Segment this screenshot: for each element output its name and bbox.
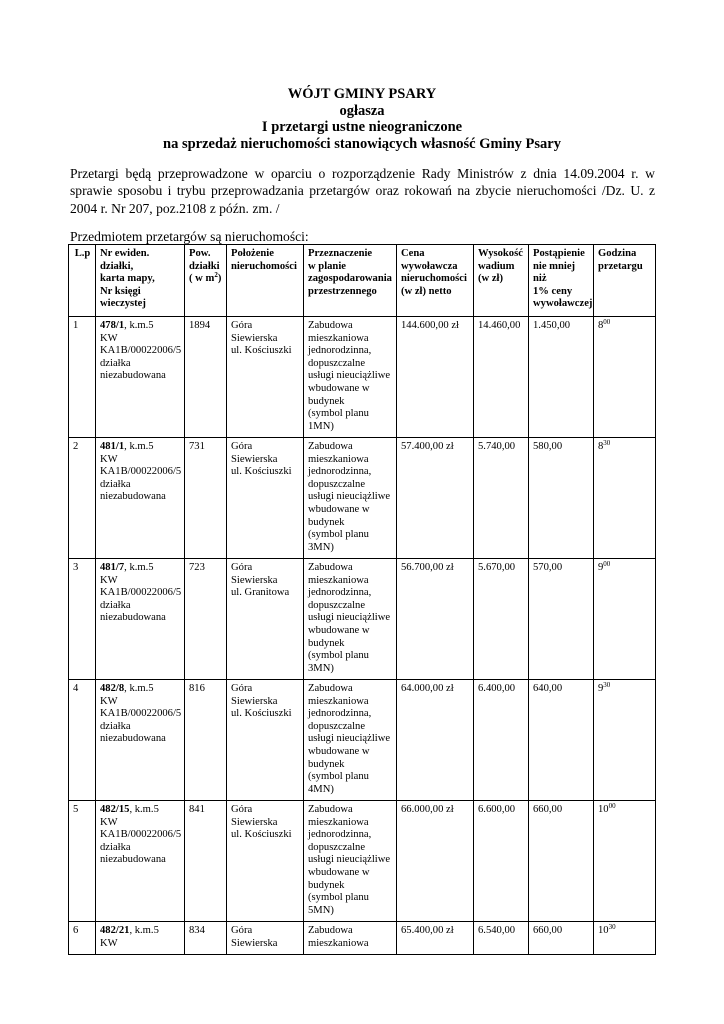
plot-details: , k.m.5 KW KA1B/00022006/5 działka niezabudowana	[100, 804, 182, 866]
time-hour: 8	[598, 320, 604, 331]
cell-deposit: 6.400,00	[474, 680, 529, 801]
header-area-sup: 2	[214, 271, 218, 280]
cell-time	[594, 801, 656, 922]
cell-time	[594, 559, 656, 680]
cell-lp: 4	[69, 680, 96, 801]
time-minute: 30	[603, 439, 611, 447]
cell-area: 1894	[185, 317, 227, 438]
table-header-row	[69, 245, 656, 317]
cell-deposit: 6.540,00	[474, 922, 529, 955]
cell-deposit: 5.670,00	[474, 559, 529, 680]
cell-time	[594, 438, 656, 559]
table-row	[69, 680, 656, 801]
cell-location: Góra Siewierska ul. Granitowa	[227, 559, 304, 680]
heading-line-authority: WÓJT GMINY PSARY	[287, 86, 437, 102]
table-row	[69, 922, 656, 955]
header-time: Godzina przetargu	[594, 245, 656, 317]
time-hour: 9	[598, 562, 604, 573]
cell-area: 841	[185, 801, 227, 922]
time-hour: 8	[598, 441, 604, 452]
plot-details: , k.m.5 KW	[100, 925, 159, 949]
heading-line-announces: ogłasza	[339, 102, 385, 119]
table-row	[69, 438, 656, 559]
cell-time	[594, 317, 656, 438]
heading-line-subject: na sprzedaż nieruchomości stanowiących własność Gminy Psary	[163, 135, 561, 152]
table-row	[69, 559, 656, 680]
plot-number: 481/7	[100, 562, 125, 573]
header-increment: Postąpienie nie mniej niż 1% ceny wywoławczej	[529, 245, 594, 317]
header-deposit: Wysokość wadium (w zł)	[474, 245, 529, 317]
cell-location: Góra Siewierska ul. Kościuszki	[227, 317, 304, 438]
cell-increment: 1.450,00	[529, 317, 594, 438]
announcement-heading	[0, 86, 724, 152]
time-hour: 10	[598, 804, 609, 815]
time-minute: 00	[603, 560, 611, 568]
header-lp: L.p	[69, 245, 96, 317]
header-plot-number: Nr ewiden. działki, karta mapy, Nr księgi wieczystej	[96, 245, 185, 317]
time-minute: 30	[603, 681, 611, 689]
header-price: Cena wywoławcza nieruchomości (w zł) netto	[397, 245, 474, 317]
cell-increment: 660,00	[529, 922, 594, 955]
cell-price: 65.400,00 zł	[397, 922, 474, 955]
cell-lp: 1	[69, 317, 96, 438]
time-minute: 00	[603, 318, 611, 326]
subject-line: Przedmiotem przetargów są nieruchomości:	[70, 229, 309, 244]
cell-zoning: Zabudowa mieszkaniowa jednorodzinna, dopuszczalne usługi nieuciążliwe wbudowane w budynek (symbol planu 4MN)	[304, 680, 397, 801]
cell-area: 723	[185, 559, 227, 680]
cell-zoning: Zabudowa mieszkaniowa jednorodzinna, dopuszczalne usługi nieuciążliwe wbudowane w budynek (symbol planu 1MN)	[304, 317, 397, 438]
table-row	[69, 801, 656, 922]
plot-number: 482/8	[100, 683, 125, 694]
cell-plot-number	[96, 680, 185, 801]
cell-time	[594, 922, 656, 955]
cell-area: 731	[185, 438, 227, 559]
cell-deposit: 5.740,00	[474, 438, 529, 559]
cell-location: Góra Siewierska ul. Kościuszki	[227, 801, 304, 922]
heading-line-tender-type: I przetargi ustne nieograniczone	[261, 119, 463, 135]
cell-increment: 640,00	[529, 680, 594, 801]
cell-price: 66.000,00 zł	[397, 801, 474, 922]
time-minute: 30	[608, 923, 616, 931]
cell-plot-number	[96, 801, 185, 922]
header-area-end: )	[217, 273, 222, 285]
property-table	[68, 244, 656, 955]
cell-deposit: 6.600,00	[474, 801, 529, 922]
cell-price: 57.400,00 zł	[397, 438, 474, 559]
cell-price: 64.000,00 zł	[397, 680, 474, 801]
cell-price: 56.700,00 zł	[397, 559, 474, 680]
cell-zoning: Zabudowa mieszkaniowa	[304, 922, 397, 955]
plot-number: 478/1	[100, 320, 125, 331]
plot-details: , k.m.5 KW KA1B/00022006/5 działka niezabudowana	[100, 441, 182, 503]
header-area-label: Pow. działki ( w m	[189, 248, 220, 285]
cell-lp: 3	[69, 559, 96, 680]
header-location: Położenie nieruchomości	[227, 245, 304, 317]
header-zoning: Przeznaczenie w planie zagospodarowania przestrzennego	[304, 245, 397, 317]
cell-area: 834	[185, 922, 227, 955]
cell-lp: 5	[69, 801, 96, 922]
cell-zoning: Zabudowa mieszkaniowa jednorodzinna, dopuszczalne usługi nieuciążliwe wbudowane w budynek (symbol planu 5MN)	[304, 801, 397, 922]
cell-plot-number	[96, 317, 185, 438]
table-row	[69, 317, 656, 438]
cell-price: 144.600,00 zł	[397, 317, 474, 438]
legal-basis-paragraph: Przetargi będą przeprowadzone w oparciu o rozporządzenie Rady Ministrów z dnia 14.09.2004 r. w sprawie sposobu i trybu przeprowadzania przetargów oraz rokowań na zbycie nieruchomości /Dz. U. z 2004 r. Nr 207, poz.2108 z późn. zm. /	[70, 166, 655, 216]
time-minute: 00	[608, 802, 616, 810]
cell-increment: 660,00	[529, 801, 594, 922]
cell-deposit: 14.460,00	[474, 317, 529, 438]
cell-increment: 580,00	[529, 438, 594, 559]
plot-details: , k.m.5 KW KA1B/00022006/5 działka niezabudowana	[100, 683, 182, 745]
time-hour: 10	[598, 925, 609, 936]
cell-location: Góra Siewierska	[227, 922, 304, 955]
cell-area: 816	[185, 680, 227, 801]
cell-time	[594, 680, 656, 801]
plot-details: , k.m.5 KW KA1B/00022006/5 działka niezabudowana	[100, 562, 182, 624]
cell-plot-number	[96, 922, 185, 955]
cell-plot-number	[96, 559, 185, 680]
cell-lp: 2	[69, 438, 96, 559]
plot-number: 482/21	[100, 925, 130, 936]
cell-increment: 570,00	[529, 559, 594, 680]
cell-location: Góra Siewierska ul. Kościuszki	[227, 680, 304, 801]
plot-details: , k.m.5 KW KA1B/00022006/5 działka niezabudowana	[100, 320, 182, 382]
plot-number: 481/1	[100, 441, 125, 452]
cell-location: Góra Siewierska ul. Kościuszki	[227, 438, 304, 559]
cell-zoning: Zabudowa mieszkaniowa jednorodzinna, dopuszczalne usługi nieuciążliwe wbudowane w budynek (symbol planu 3MN)	[304, 559, 397, 680]
header-area	[185, 245, 227, 317]
cell-zoning: Zabudowa mieszkaniowa jednorodzinna, dopuszczalne usługi nieuciążliwe wbudowane w budynek (symbol planu 3MN)	[304, 438, 397, 559]
cell-plot-number	[96, 438, 185, 559]
time-hour: 9	[598, 683, 604, 694]
plot-number: 482/15	[100, 804, 130, 815]
cell-lp: 6	[69, 922, 96, 955]
